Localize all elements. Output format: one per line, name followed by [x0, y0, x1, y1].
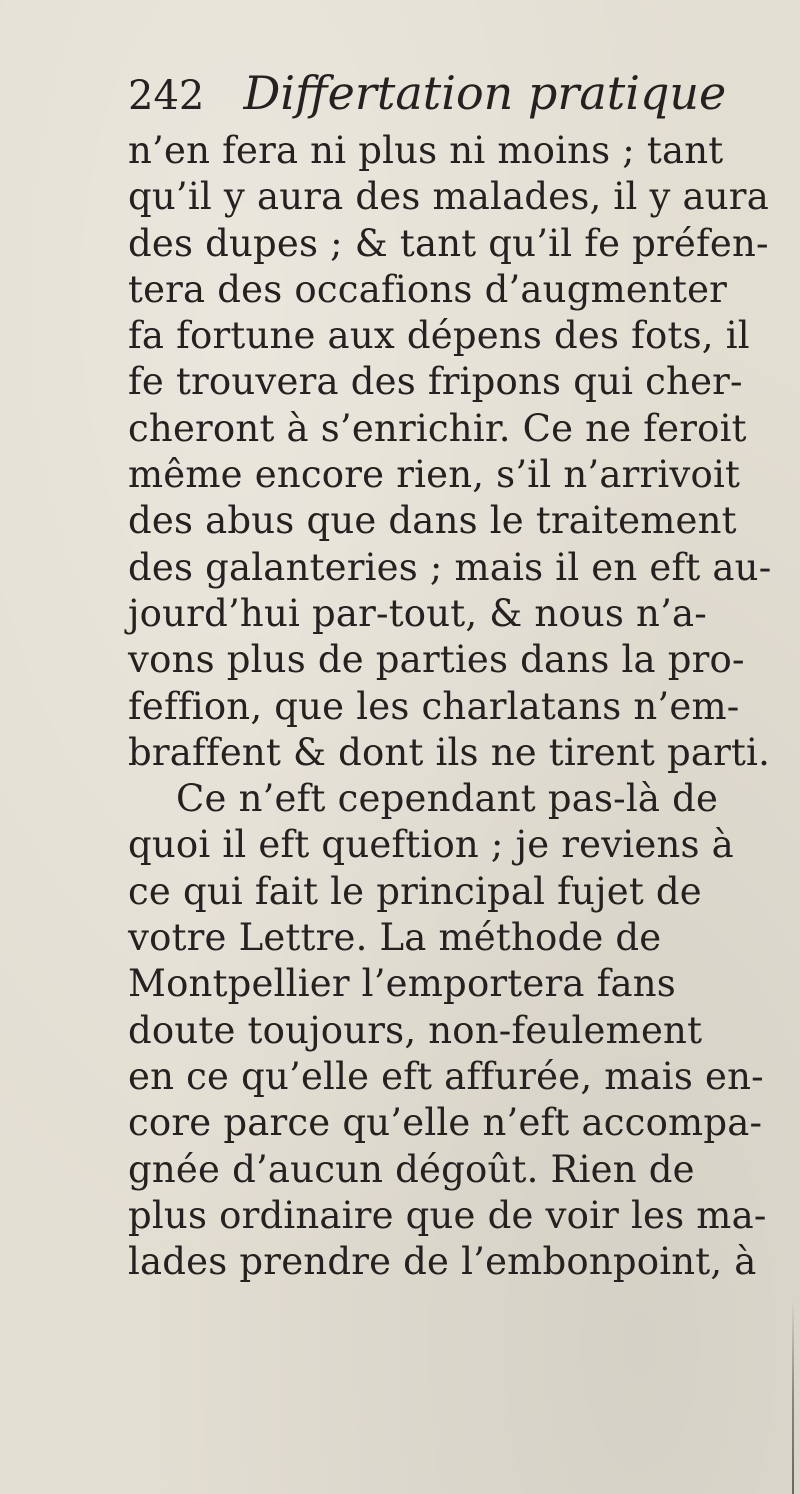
text-line: cheront à s’enrichir. Ce ne feroit — [128, 406, 747, 450]
text-line: des galanteries ; mais il en eft au- — [128, 545, 772, 589]
text-line: en ce qu’elle eft affurée, mais en- — [128, 1054, 764, 1098]
text-line: Montpellier l’emportera fans — [128, 962, 676, 1006]
page-number: 242 — [128, 73, 205, 119]
running-head — [128, 66, 768, 126]
text-line: même encore rien, s’il n’arrivoit — [128, 453, 741, 497]
text-line: jourd’hui par-tout, & nous n’a- — [128, 591, 707, 635]
text-line: fa fortune aux dépens des fots, il — [128, 314, 750, 358]
text-line: tera des occafions d’augmenter — [128, 267, 728, 311]
text-line: gnée d’aucun dégoût. Rien de — [128, 1147, 695, 1191]
text-line: braffent & dont ils ne tirent parti. — [128, 730, 771, 774]
text-line: n’en fera ni plus ni moins ; tant — [128, 129, 724, 172]
text-line: lades prendre de l’embonpoint, à — [128, 1240, 757, 1284]
text-line: qu’il y aura des malades, il y aura — [128, 175, 769, 219]
text-line: des dupes ; & tant qu’il fe préfen- — [128, 221, 769, 265]
text-line: core parce qu’elle n’eft accompa- — [128, 1101, 763, 1145]
text-line: votre Lettre. La méthode de — [128, 916, 662, 960]
text-line: ce qui fait le principal fujet de — [128, 869, 702, 913]
page-edge-shadow — [792, 1300, 794, 1494]
running-title: Differtation pratique — [243, 66, 727, 120]
text-line: des abus que dans le traitement — [128, 499, 737, 543]
text-line: doute toujours, non-feulement — [128, 1008, 703, 1052]
text-line: quoi il eft queftion ; je reviens à — [128, 823, 734, 867]
body-text — [128, 128, 793, 1285]
text-line: plus ordinaire que de voir les ma- — [128, 1193, 767, 1237]
paragraph-start-line: Ce n’eft cependant pas-là de — [176, 777, 719, 821]
text-line: fe trouvera des fripons qui cher- — [128, 360, 743, 404]
text-line: vons plus de parties dans la pro- — [128, 638, 745, 682]
text-line: feffion, que les charlatans n’em- — [128, 684, 740, 728]
